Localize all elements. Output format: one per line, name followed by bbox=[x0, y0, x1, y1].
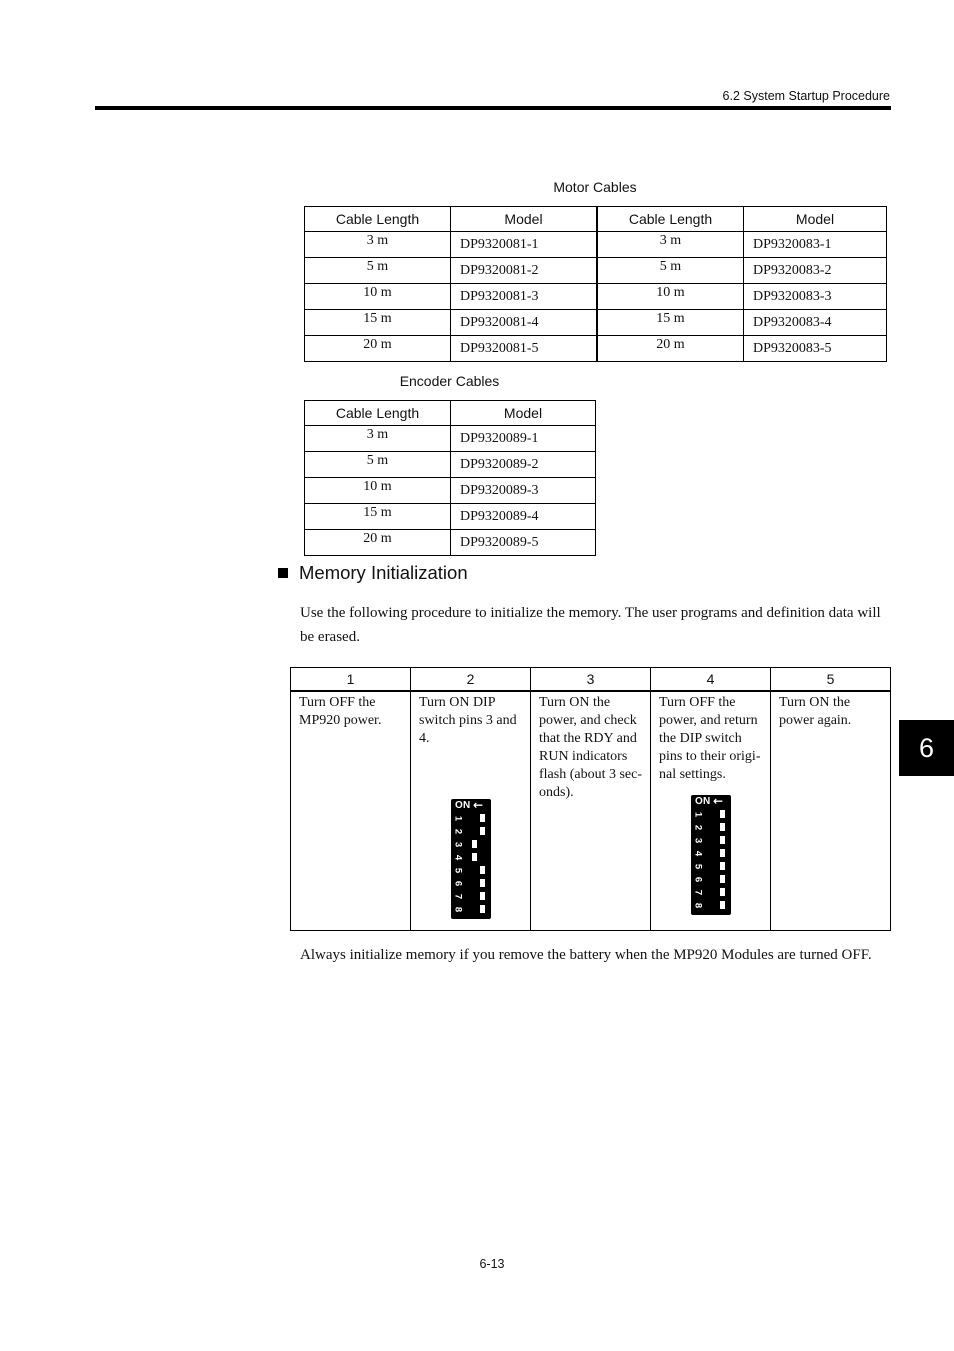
dip-pin-number: 1 bbox=[452, 815, 464, 822]
dip-switch-lever bbox=[480, 905, 485, 913]
step-number: 1 bbox=[291, 668, 411, 692]
step-text: Turn OFF the power, and return the DIP switch pins to their origi-nal settings. bbox=[659, 695, 761, 782]
dip-switch-lever bbox=[720, 888, 725, 896]
encoder-cables-table bbox=[304, 400, 596, 556]
step-cell bbox=[771, 691, 891, 931]
dip-pin-number: 1 bbox=[692, 811, 704, 818]
header-rule bbox=[95, 106, 891, 110]
model-cell: DP9320081-2 bbox=[451, 258, 598, 284]
column-header: Model bbox=[451, 401, 596, 426]
model-cell: DP9320089-2 bbox=[451, 452, 596, 478]
step-text: Turn ON the power again. bbox=[779, 695, 852, 728]
model-cell: DP9320083-1 bbox=[744, 232, 887, 258]
cable-length-cell: 15 m bbox=[305, 310, 451, 336]
step-cell bbox=[651, 691, 771, 931]
page-number: 6-13 bbox=[479, 1257, 505, 1271]
dip-switch-lever bbox=[480, 814, 485, 822]
dip-switch-lever bbox=[720, 901, 725, 909]
step-number: 5 bbox=[771, 668, 891, 692]
dip-pin-number: 7 bbox=[452, 893, 464, 900]
procedure-steps-table bbox=[290, 667, 891, 931]
step-text: Turn ON the power, and check that the RDY and RUN indicators flash (about 3 sec-onds). bbox=[539, 695, 643, 800]
dip-switch-icon bbox=[451, 799, 491, 919]
arrow-left-icon: ← bbox=[713, 794, 724, 808]
step-text: Turn ON DIP switch pins 3 and 4. bbox=[419, 695, 517, 746]
step-cell bbox=[411, 691, 531, 931]
column-header: Model bbox=[451, 207, 598, 232]
table-row bbox=[305, 530, 596, 556]
dip-pin-number: 4 bbox=[692, 850, 704, 857]
dip-switch-lever bbox=[472, 840, 477, 848]
dip-pin-number: 2 bbox=[692, 824, 704, 831]
dip-switch-lever bbox=[720, 810, 725, 818]
motor-cables-caption: Motor Cables bbox=[553, 179, 637, 195]
model-cell: DP9320081-4 bbox=[451, 310, 598, 336]
table-row bbox=[305, 258, 887, 284]
column-header: Cable Length bbox=[305, 207, 451, 232]
step-number: 2 bbox=[411, 668, 531, 692]
dip-pin-number: 5 bbox=[692, 863, 704, 870]
cable-length-cell: 10 m bbox=[305, 478, 451, 504]
cable-length-cell: 15 m bbox=[597, 310, 744, 336]
cable-length-cell: 3 m bbox=[305, 426, 451, 452]
dip-pin-number: 3 bbox=[692, 837, 704, 844]
model-cell: DP9320083-3 bbox=[744, 284, 887, 310]
dip-switch-lever bbox=[480, 827, 485, 835]
model-cell: DP9320081-3 bbox=[451, 284, 598, 310]
column-header: Model bbox=[744, 207, 887, 232]
table-header-row bbox=[305, 207, 887, 232]
cable-length-cell: 5 m bbox=[305, 452, 451, 478]
note-paragraph: Always initialize memory if you remove the battery when the MP920 Modules are turned OFF. bbox=[300, 947, 872, 963]
model-cell: DP9320089-4 bbox=[451, 504, 596, 530]
cable-length-cell: 3 m bbox=[597, 232, 744, 258]
column-header: Cable Length bbox=[305, 401, 451, 426]
section-heading bbox=[278, 562, 468, 584]
cable-length-cell: 15 m bbox=[305, 504, 451, 530]
table-row bbox=[305, 232, 887, 258]
table-row bbox=[305, 336, 887, 362]
cable-length-cell: 20 m bbox=[597, 336, 744, 362]
dip-switch-lever bbox=[472, 853, 477, 861]
step-cell bbox=[291, 691, 411, 931]
dip-pin-number: 8 bbox=[452, 906, 464, 913]
dip-pin-number: 6 bbox=[692, 876, 704, 883]
dip-switch-lever bbox=[720, 823, 725, 831]
model-cell: DP9320089-3 bbox=[451, 478, 596, 504]
dip-pin-number: 8 bbox=[692, 902, 704, 909]
dip-pin-number: 4 bbox=[452, 854, 464, 861]
model-cell: DP9320081-1 bbox=[451, 232, 598, 258]
model-cell: DP9320083-2 bbox=[744, 258, 887, 284]
dip-switch-lever bbox=[720, 875, 725, 883]
dip-pin-number: 2 bbox=[452, 828, 464, 835]
model-cell: DP9320083-5 bbox=[744, 336, 887, 362]
table-row bbox=[305, 310, 887, 336]
cable-length-cell: 5 m bbox=[597, 258, 744, 284]
model-cell: DP9320089-5 bbox=[451, 530, 596, 556]
motor-cables-table bbox=[304, 206, 887, 362]
step-text: Turn OFF the MP920 power. bbox=[299, 695, 382, 728]
dip-on-label: ON bbox=[455, 800, 471, 811]
dip-switch-lever bbox=[480, 892, 485, 900]
dip-switch-icon bbox=[691, 795, 731, 915]
table-row bbox=[291, 691, 891, 931]
table-row bbox=[305, 284, 887, 310]
section-heading-text: Memory Initialization bbox=[299, 562, 468, 583]
step-number: 3 bbox=[531, 668, 651, 692]
model-cell: DP9320081-5 bbox=[451, 336, 598, 362]
arrow-left-icon: ← bbox=[473, 798, 484, 812]
cable-length-cell: 20 m bbox=[305, 530, 451, 556]
table-row bbox=[305, 504, 596, 530]
cable-length-cell: 10 m bbox=[597, 284, 744, 310]
dip-switch-lever bbox=[480, 866, 485, 874]
table-row bbox=[305, 452, 596, 478]
dip-switch-lever bbox=[480, 879, 485, 887]
table-header-row bbox=[305, 401, 596, 426]
model-cell: DP9320083-4 bbox=[744, 310, 887, 336]
dip-switch-lever bbox=[720, 836, 725, 844]
table-row bbox=[305, 478, 596, 504]
square-bullet-icon bbox=[278, 568, 288, 578]
encoder-cables-caption: Encoder Cables bbox=[399, 373, 500, 389]
running-header: 6.2 System Startup Procedure bbox=[722, 89, 890, 103]
cable-length-cell: 3 m bbox=[305, 232, 451, 258]
dip-pin-number: 5 bbox=[452, 867, 464, 874]
dip-on-label: ON bbox=[695, 796, 711, 807]
step-cell bbox=[531, 691, 651, 931]
dip-pin-number: 6 bbox=[452, 880, 464, 887]
column-header: Cable Length bbox=[597, 207, 744, 232]
model-cell: DP9320089-1 bbox=[451, 426, 596, 452]
table-row bbox=[305, 426, 596, 452]
dip-pin-number: 7 bbox=[692, 889, 704, 896]
dip-pin-number: 3 bbox=[452, 841, 464, 848]
cable-length-cell: 5 m bbox=[305, 258, 451, 284]
step-number: 4 bbox=[651, 668, 771, 692]
dip-switch-lever bbox=[720, 849, 725, 857]
cable-length-cell: 10 m bbox=[305, 284, 451, 310]
dip-switch-lever bbox=[720, 862, 725, 870]
table-header-row bbox=[291, 668, 891, 692]
intro-paragraph: Use the following procedure to initialize the memory. The user programs and definition data will be erased. bbox=[300, 605, 881, 645]
chapter-tab: 6 bbox=[899, 720, 954, 776]
cable-length-cell: 20 m bbox=[305, 336, 451, 362]
